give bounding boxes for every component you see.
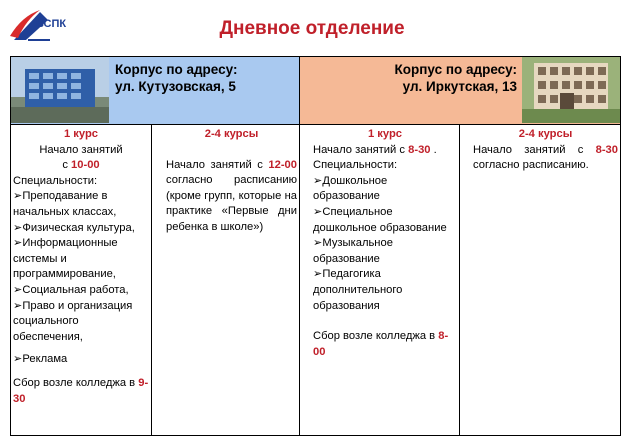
start-time: 8-30 [595,143,618,156]
specialty-item: ➢Музыкальное образование [313,237,393,265]
course-label: 2-4 курсы [204,128,259,140]
start-label: Начало занятий с [313,143,406,156]
schedule-row [11,125,621,436]
specialty-item: ➢Право и организация социального обеспечения, [13,299,133,343]
building-address: ул. Кутузовская, 5 [115,79,236,94]
specialty-item: ➢Педагогика дополнительного образования [313,268,403,312]
specialty-item: ➢Физическая культура, [13,221,135,234]
page-title: Дневное отделение [219,18,405,39]
start-label: Начало занятий с [473,143,584,156]
column-irkutskaya-courses-2-4 [460,125,621,436]
building-address: ул. Иркутская, 13 [402,79,517,94]
specialty-item: ➢Дошкольное образование [313,174,388,203]
building-header-row [11,57,621,125]
building-header-kutuzovskaya [11,57,300,125]
start-time: 12-00 [268,158,297,171]
gathering-label: Сбор возле колледжа в [13,376,136,389]
start-time: 8-30 [408,143,431,156]
start-prefix: с [62,159,68,172]
logo-text: ВСПК [36,18,67,30]
start-label: Начало занятий с [166,158,263,171]
specialty-item: ➢Преподавание в начальных классах, [13,190,117,218]
column-irkutskaya-course-1 [300,125,460,436]
course-label: 1 курс [63,128,99,140]
course-note: согласно расписанию. [473,159,589,172]
gathering-time: 9-30 [13,376,149,405]
schedule-table [10,56,621,436]
specialty-item: ➢Социальная работа, [13,283,129,296]
specialties-label: Специальности: [13,174,98,187]
gathering-label: Сбор возле колледжа в [313,330,436,343]
building-address-label: Корпус по адресу: [115,62,238,77]
column-kutuzovskaya-courses-2-4 [152,125,300,436]
start-label: Начало занятий [39,143,123,156]
specialty-item: ➢Реклама [13,353,68,366]
start-time: 10-00 [71,159,100,172]
building-photo-kutuzovskaya [11,57,109,123]
column-kutuzovskaya-course-1 [11,125,152,436]
gathering-time: 8-00 [313,330,449,358]
specialty-item: ➢Информационные системы и программирование, [13,237,118,281]
course-note: согласно расписанию (кроме групп, которые на практике «Первые дни ребенка в школе») [166,174,297,233]
building-address-label: Корпус по адресу: [394,62,517,77]
course-label: 1 курс [367,128,403,140]
course-label: 2-4 курсы [518,128,573,140]
building-photo-irkutskaya [522,57,620,123]
building-header-irkutskaya [300,57,621,125]
specialty-item: ➢Специальное дошкольное образование [313,205,447,234]
start-suffix: . [433,143,437,156]
specialties-label: Специальности: [313,159,398,172]
